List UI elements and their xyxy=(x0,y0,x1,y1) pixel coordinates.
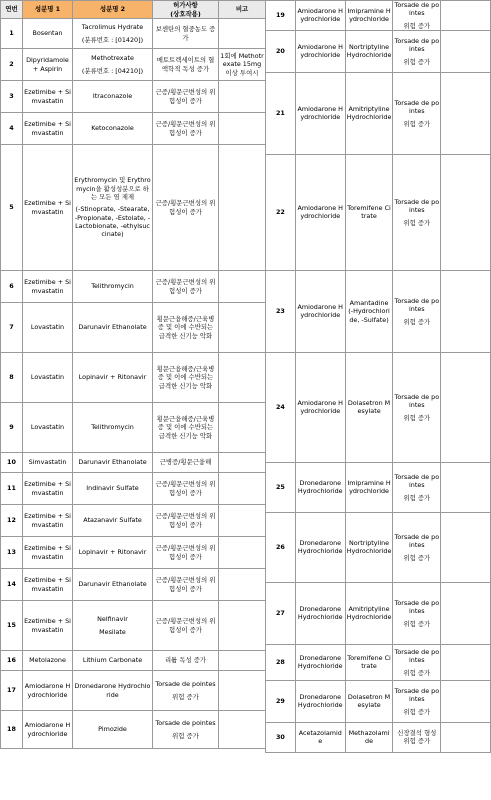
table-row xyxy=(1,403,266,453)
ingredient-2-cell: Ketoconazole xyxy=(73,113,153,145)
row-number: 5 xyxy=(1,145,23,271)
ingredient-1-cell: Metolazone xyxy=(23,651,73,671)
row-number: 13 xyxy=(1,537,23,569)
table-row xyxy=(1,49,266,81)
row-number: 2 xyxy=(1,49,23,81)
row-number: 25 xyxy=(266,462,296,512)
ingredient-2-cell: Methazolamide xyxy=(345,722,393,752)
header-no: 연번 xyxy=(1,1,23,19)
approval-secondary: 위험 증가 xyxy=(172,731,199,740)
approval-primary: Torsade de pointes xyxy=(394,296,440,314)
table-row xyxy=(1,473,266,505)
ingredient-1-cell: Amiodarone Hydrochloride xyxy=(295,270,345,352)
remarks-cell xyxy=(219,271,266,303)
remarks-cell xyxy=(219,537,266,569)
remarks-cell xyxy=(219,711,266,749)
header-approval: 허가사항 (상호작용) xyxy=(153,1,219,19)
approval-primary: Torsade de pointes xyxy=(155,680,216,689)
ingredient-1-cell: Dipyridamole + Aspirin xyxy=(23,49,73,81)
approval-cell: 근증/횡문근변성의 위험성이 증가 xyxy=(153,537,219,569)
ingredient-1-cell: Amiodarone Hydrochloride xyxy=(295,352,345,462)
remarks-cell xyxy=(219,19,266,49)
approval-cell: 근증/횡문근변성의 위험성이 증가 xyxy=(153,601,219,651)
ingredient-1-cell: Amiodarone Hydrochloride xyxy=(23,671,73,711)
remarks-cell xyxy=(219,353,266,403)
remarks-cell xyxy=(219,113,266,145)
approval-cell: 횡문근융해증/근육병증 및 이에 수반되는 급격한 신기능 악화 xyxy=(153,303,219,353)
approval-secondary: 위험 증가 xyxy=(403,218,431,227)
ingredient-1-cell: Ezetimibe + Simvastatin xyxy=(23,113,73,145)
approval-cell xyxy=(393,1,441,31)
approval-secondary: 위험 증가 xyxy=(403,57,431,66)
remarks-cell: 1회에 Methotrexate 15mg 이상 투여시 xyxy=(219,49,266,81)
remarks-cell xyxy=(219,651,266,671)
table-row xyxy=(266,1,491,31)
ingredient-2-cell: Nortriptyline Hydrochloride xyxy=(345,30,393,72)
ingredient-2-cell: Nortriptyline Hydrochloride xyxy=(345,512,393,582)
row-number: 30 xyxy=(266,722,296,752)
approval-cell: 근증/횡문근변성의 위험성이 증가 xyxy=(153,81,219,113)
remarks-cell xyxy=(219,145,266,271)
approval-secondary: 위험 증가 xyxy=(403,668,431,677)
ingredient-2-cell: Imipramine Hydrochloride xyxy=(345,1,393,31)
ingredient-1-cell: Ezetimibe + Simvastatin xyxy=(23,569,73,601)
ingredient-2-cell: Lithium Carbonate xyxy=(73,651,153,671)
row-number: 27 xyxy=(266,582,296,644)
approval-primary: Torsade de pointes xyxy=(394,1,440,18)
remarks-cell xyxy=(219,303,266,353)
approval-cell xyxy=(153,671,219,711)
ingredient-1-cell: Amiodarone Hydrochloride xyxy=(23,711,73,749)
ingredient-2-cell: Darunavir Ethanolate xyxy=(73,303,153,353)
row-number: 15 xyxy=(1,601,23,651)
ingredient-2-cell: Toremifene Citrate xyxy=(345,644,393,680)
ingredient-2-cell: Darunavir Ethanolate xyxy=(73,453,153,473)
remarks-cell xyxy=(219,601,266,651)
table-row xyxy=(1,671,266,711)
approval-secondary: 위험 증가 xyxy=(172,692,199,701)
row-number: 22 xyxy=(266,154,296,270)
approval-cell xyxy=(393,680,441,722)
remarks-cell xyxy=(441,722,491,752)
remarks-cell xyxy=(441,30,491,72)
approval-cell: 근증/횡문근변성의 위험성이 증가 xyxy=(153,271,219,303)
row-number: 8 xyxy=(1,353,23,403)
table-row xyxy=(266,582,491,644)
approval-cell xyxy=(393,72,441,154)
right-table xyxy=(265,0,491,753)
remarks-cell xyxy=(441,154,491,270)
ingredient-2-cell: Itraconazole xyxy=(73,81,153,113)
table-row xyxy=(266,72,491,154)
ingredient-2-cell: Amitriptyline Hydrochloride xyxy=(345,582,393,644)
ingredient-2-cell: Amantadine (-Hydrochloride, -Sulfate) xyxy=(345,270,393,352)
ingredient-2-cell: Lopinavir + Ritonavir xyxy=(73,353,153,403)
approval-primary: Torsade de pointes xyxy=(394,36,440,54)
ingredient-2-cell xyxy=(73,49,153,81)
approval-secondary: 위험 증가 xyxy=(403,413,431,422)
ingredient-2-cell: Imipramine Hydrochloride xyxy=(345,462,393,512)
row-number: 24 xyxy=(266,352,296,462)
remarks-cell xyxy=(219,473,266,505)
approval-primary: Torsade de pointes xyxy=(394,197,440,215)
row-number: 28 xyxy=(266,644,296,680)
table-row xyxy=(266,30,491,72)
ingredient-2-secondary: (-Stinoprate, -Stearate, -Propionate, -Estolate, -Lactobionate, -ethylsuccinate) xyxy=(74,205,151,239)
ingredient-1-cell: Ezetimibe + Simvastatin xyxy=(23,145,73,271)
ingredient-1-cell: Dronedarone Hydrochloride xyxy=(295,644,345,680)
approval-cell xyxy=(393,582,441,644)
right-panel xyxy=(265,0,491,753)
table-row xyxy=(1,303,266,353)
ingredient-1-cell: Bosentan xyxy=(23,19,73,49)
ingredient-2-cell: Pimozide xyxy=(73,711,153,749)
row-number: 4 xyxy=(1,113,23,145)
approval-cell xyxy=(393,644,441,680)
approval-cell xyxy=(393,30,441,72)
ingredient-2-primary: Nelfinavir xyxy=(97,615,128,624)
ingredient-1-cell: Amiodarone Hydrochloride xyxy=(295,72,345,154)
ingredient-2-cell: Telithromycin xyxy=(73,271,153,303)
ingredient-2-secondary: (분류번호 : [01420]) xyxy=(81,35,144,44)
approval-primary: Torsade de pointes xyxy=(394,98,440,116)
header-ingredient-2: 성분명 2 xyxy=(73,1,153,19)
ingredient-1-cell: Ezetimibe + Simvastatin xyxy=(23,271,73,303)
ingredient-1-cell: Simvastatin xyxy=(23,453,73,473)
approval-primary: Torsade de pointes xyxy=(394,598,440,616)
ingredient-2-cell: Telithromycin xyxy=(73,403,153,453)
ingredient-2-cell: Dolasetron Mesylate xyxy=(345,352,393,462)
ingredient-1-cell: Ezetimibe + Simvastatin xyxy=(23,473,73,505)
right-table-body xyxy=(266,1,491,753)
remarks-cell xyxy=(441,72,491,154)
table-row xyxy=(1,711,266,749)
remarks-cell xyxy=(219,403,266,453)
remarks-cell xyxy=(441,352,491,462)
ingredient-2-cell: Lopinavir + Ritonavir xyxy=(73,537,153,569)
approval-secondary: 위험 증가 xyxy=(403,493,431,502)
ingredient-2-primary: Methotrexate xyxy=(91,54,134,63)
approval-cell xyxy=(393,512,441,582)
table-row xyxy=(1,651,266,671)
approval-cell: 근증/횡문근변성의 위험성이 증가 xyxy=(153,145,219,271)
row-number: 16 xyxy=(1,651,23,671)
table-row xyxy=(1,145,266,271)
ingredient-1-cell: Dronedarone Hydrochloride xyxy=(295,582,345,644)
ingredient-2-cell: Amitriptyline Hydrochloride xyxy=(345,72,393,154)
approval-primary: Torsade de pointes xyxy=(394,647,440,665)
approval-cell: 리튬 독성 증가 xyxy=(153,651,219,671)
remarks-cell xyxy=(441,270,491,352)
ingredient-2-cell: Dronedarone Hydrochloride xyxy=(73,671,153,711)
row-number: 23 xyxy=(266,270,296,352)
remarks-cell xyxy=(441,462,491,512)
approval-primary: Torsade de pointes xyxy=(394,392,440,410)
approval-primary: Torsade de pointes xyxy=(155,719,216,728)
table-row xyxy=(1,113,266,145)
table-row xyxy=(1,353,266,403)
table-row xyxy=(1,453,266,473)
header-remarks: 비고 xyxy=(219,1,266,19)
remarks-cell xyxy=(219,671,266,711)
table-row xyxy=(1,601,266,651)
row-number: 7 xyxy=(1,303,23,353)
table-row xyxy=(266,644,491,680)
ingredient-2-cell: Atazanavir Sulfate xyxy=(73,505,153,537)
left-table-body xyxy=(1,19,266,749)
approval-cell: 근증/횡문근변성의 위험성이 증가 xyxy=(153,505,219,537)
approval-cell xyxy=(393,270,441,352)
ingredient-1-cell: Acetazolamide xyxy=(295,722,345,752)
table-row xyxy=(1,81,266,113)
table-row xyxy=(1,19,266,49)
row-number: 19 xyxy=(266,1,296,31)
ingredient-2-primary: Tacrolimus Hydrate xyxy=(81,23,144,32)
ingredient-2-cell xyxy=(73,145,153,271)
approval-secondary: 위험 증가 xyxy=(403,707,431,716)
ingredient-1-cell: Lovastatin xyxy=(23,353,73,403)
row-number: 17 xyxy=(1,671,23,711)
approval-secondary: 위험 증가 xyxy=(403,21,431,30)
ingredient-2-cell: Dolasetron Mesylate xyxy=(345,680,393,722)
ingredient-1-cell: Ezetimibe + Simvastatin xyxy=(23,537,73,569)
ingredient-2-secondary: (분류번호 : [04210]) xyxy=(81,66,144,75)
row-number: 18 xyxy=(1,711,23,749)
ingredient-1-cell: Amiodarone Hydrochloride xyxy=(295,154,345,270)
approval-primary: Torsade de pointes xyxy=(394,686,440,704)
approval-primary: Torsade de pointes xyxy=(394,472,440,490)
ingredient-2-cell: Darunavir Ethanolate xyxy=(73,569,153,601)
approval-cell: 근병증/횡문근융해 xyxy=(153,453,219,473)
approval-cell: 근증/횡문근변성의 위험성이 증가 xyxy=(153,473,219,505)
remarks-cell xyxy=(441,582,491,644)
approval-cell xyxy=(393,462,441,512)
table-row xyxy=(266,154,491,270)
table-row xyxy=(266,462,491,512)
remarks-cell xyxy=(219,569,266,601)
table-row xyxy=(266,352,491,462)
ingredient-1-cell: Ezetimibe + Simvastatin xyxy=(23,601,73,651)
ingredient-2-cell xyxy=(73,19,153,49)
remarks-cell xyxy=(219,453,266,473)
table-row xyxy=(1,505,266,537)
row-number: 3 xyxy=(1,81,23,113)
ingredient-1-cell: Lovastatin xyxy=(23,303,73,353)
ingredient-1-cell: Dronedarone Hydrochloride xyxy=(295,462,345,512)
ingredient-2-primary: Erythromycin 및 Erythromycin을 활성성분으로 하는 모든 염 제제 xyxy=(74,176,151,201)
approval-secondary: 위험 증가 xyxy=(403,553,431,562)
row-number: 20 xyxy=(266,30,296,72)
table-row xyxy=(266,722,491,752)
ingredient-1-cell: Ezetimibe + Simvastatin xyxy=(23,81,73,113)
table-row xyxy=(1,271,266,303)
row-number: 29 xyxy=(266,680,296,722)
approval-cell xyxy=(153,711,219,749)
row-number: 26 xyxy=(266,512,296,582)
remarks-cell xyxy=(441,680,491,722)
approval-cell: 신장결석 형성 위험 증가 xyxy=(393,722,441,752)
remarks-cell xyxy=(441,644,491,680)
approval-cell: 근증/횡문근변성의 위험성이 증가 xyxy=(153,569,219,601)
ingredient-2-secondary: Mesilate xyxy=(99,627,126,636)
row-number: 11 xyxy=(1,473,23,505)
approval-secondary: 위험 증가 xyxy=(403,317,431,326)
ingredient-2-cell: Indinavir Sulfate xyxy=(73,473,153,505)
approval-cell: 횡문근융해증/근육병증 및 이에 수반되는 급격한 신기능 악화 xyxy=(153,403,219,453)
remarks-cell xyxy=(219,81,266,113)
row-number: 1 xyxy=(1,19,23,49)
ingredient-2-cell xyxy=(73,601,153,651)
table-row xyxy=(266,680,491,722)
remarks-cell xyxy=(441,1,491,31)
remarks-cell xyxy=(219,505,266,537)
table-row xyxy=(1,569,266,601)
approval-cell: 횡문근융해증/근육병증 및 이에 수반되는 급격한 신기능 악화 xyxy=(153,353,219,403)
table-row xyxy=(1,537,266,569)
approval-cell xyxy=(393,154,441,270)
header-ingredient-1: 성분명 1 xyxy=(23,1,73,19)
ingredient-1-cell: Lovastatin xyxy=(23,403,73,453)
ingredient-1-cell: Amiodarone Hydrochloride xyxy=(295,1,345,31)
table-row xyxy=(266,512,491,582)
row-number: 6 xyxy=(1,271,23,303)
approval-cell: 보센탄의 혈중농도 증가 xyxy=(153,19,219,49)
row-number: 12 xyxy=(1,505,23,537)
remarks-cell xyxy=(441,512,491,582)
ingredient-1-cell: Dronedarone Hydrochloride xyxy=(295,512,345,582)
approval-secondary: 위험 증가 xyxy=(403,619,431,628)
row-number: 21 xyxy=(266,72,296,154)
approval-cell: 메토트렉세이트의 혈액학적 독성 증가 xyxy=(153,49,219,81)
table-row xyxy=(266,270,491,352)
row-number: 14 xyxy=(1,569,23,601)
ingredient-1-cell: Amiodarone Hydrochloride xyxy=(295,30,345,72)
approval-cell: 근증/횡문근변성의 위험성이 증가 xyxy=(153,113,219,145)
ingredient-1-cell: Ezetimibe + Simvastatin xyxy=(23,505,73,537)
ingredient-1-cell: Dronedarone Hydrochloride xyxy=(295,680,345,722)
ingredient-2-cell: Toremifene Citrate xyxy=(345,154,393,270)
row-number: 10 xyxy=(1,453,23,473)
header-row xyxy=(1,1,266,19)
approval-cell xyxy=(393,352,441,462)
approval-secondary: 위험 증가 xyxy=(403,119,431,128)
approval-primary: Torsade de pointes xyxy=(394,532,440,550)
row-number: 9 xyxy=(1,403,23,453)
